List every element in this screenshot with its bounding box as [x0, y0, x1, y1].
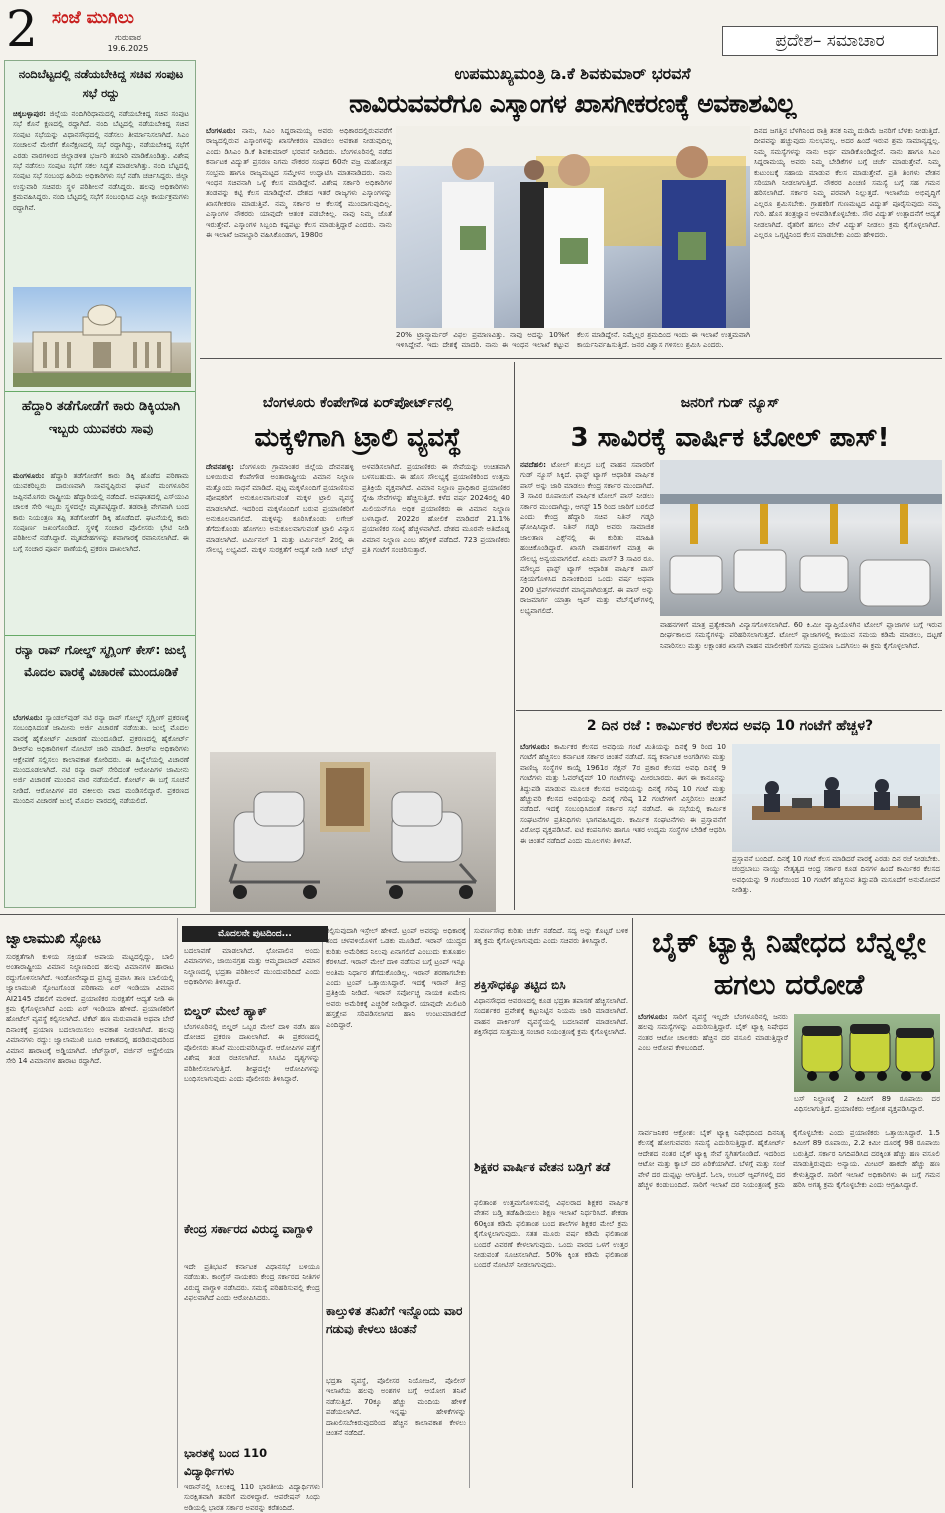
continued-col3c: ಫಲಿತಾಂಶ ಉತ್ತಮಗೊಳಿಸುವಲ್ಲಿ ವಿಫಲರಾದ ಶಿಕ್ಷಕರ ವಾರ್ಷಿಕ ವೇತನ ಬಡ್ತಿ ತಡೆಹಿಡಿಯಲು ಶಿಕ್ಷಣ ಇಲಾಖೆ ನಿರ್ಧರಿಸಿದೆ. ಶೇಕಡಾ 60ಕ್ಕಿಂತ ಕಡಿಮೆ ಫಲಿತಾಂಶ ಬಂದ ಶಾಲೆಗಳ ಶಿಕ್ಷಕರ ಮೇಲೆ ಕ್ರಮ ಕೈಗೊಳ್ಳಲಾಗುವುದು. ಸತತ ಮೂರು ವರ್ಷ ಕಡಿಮೆ ಫಲಿತಾಂಶ ಬಂದರೆ ವಿವರಣೆ ಕೇಳಲಾಗುವುದು. ಒಂದು ವಾರದ ಒಳಗೆ ಉತ್ತರ ನೀಡುವಂತೆ ಸೂಚಿಸಲಾಗಿದೆ. 50% ಕ್ಕಿಂತ ಕಡಿಮೆ ಫಲಿತಾಂಶ ಬಂದರೆ ನೋಟಿಸ್ ನೀಡಲಾಗುವುದು. [474, 1198, 628, 1270]
continued-sub1: ಬಿಲ್ಡರ್ ಮೇಲೆ ಹ್ಯಾಕ್ [184, 1004, 267, 1018]
lower-top-rule [0, 914, 945, 915]
lead-dateline: ಬೆಂಗಳೂರು: [206, 126, 236, 135]
left-sidebar [4, 60, 196, 908]
continued-label [182, 926, 328, 942]
lead-body-photo-bottom: 20% ಟ್ರಾನ್ಸ್ಫಾರ್ಮರ್ ವಿಫಲ ಪ್ರಮಾಣವಿತ್ತು. ನಾವು ಅದನ್ನು 10%ಗೆ ಇಳಿಸಿದ್ದೇವೆ. ಇದು ದೇಶಕ್ಕೆ ಮಾದರಿ. ನಾನು ಈ ಇಂಧನ ಇಲಾಖೆ ಕಟ್ಟುವ ಕೆಲಸ ಮಾಡಿದ್ದೇನೆ. ನಿಮ್ಮೆಲ್ಲರ ಶ್ರಮದಿಂದ ಇಂದು ಈ ಇಲಾಖೆ ಉತ್ತಮವಾಗಿ ಕಾರ್ಯನಿರ್ವಹಿಸುತ್ತಿದೆ. ಜನರ ವಿಶ್ವಾಸ ಗಳಿಸಲು ಶ್ರಮಿಸಿ ಎಂದರು. [396, 330, 750, 350]
masthead [0, 0, 945, 58]
work-hours-body-right: ಪ್ರಸ್ತಾವನೆ ಬಂದಿದೆ. ದಿನಕ್ಕೆ 10 ಗಂಟೆ ಕೆಲಸ ಮಾಡಿದರೆ ವಾರಕ್ಕೆ ಎರಡು ದಿನ ರಜೆ ನೀಡಬೇಕು. ಚಂದ್ರಬಾಬು ನಾಯ್ಡು ನೇತೃತ್ವದ ಆಂಧ್ರ ಸರ್ಕಾರ ಕೂಡ ದಿನಗಳ ಹಿಂದೆ ಕಾರ್ಮಿಕರ ಕೆಲಸದ ಅವಧಿಯನ್ನು 9 ಗಂಟೆಯಿಂದ 10 ಗಂಟೆಗೆ ಹೆಚ್ಚಿಸುವ ತಿದ್ದುಪಡಿ ಮಸೂದೆಗೆ ಅನುಮೋದನೆ ನೀಡಿತ್ತು. [732, 854, 940, 895]
trolley-toll-divider [514, 362, 515, 910]
story3-dateline: ಬೆಂಗಳೂರು: [13, 713, 43, 722]
trolley-text: ಬೆಂಗಳೂರು ಗ್ರಾಮಾಂತರ ಜಿಲ್ಲೆಯ ದೇವನಹಳ್ಳಿ ಬಳಿಯಿರುವ ಕೆಂಪೇಗೌಡ ಅಂತಾರಾಷ್ಟ್ರೀಯ ವಿಮಾನ ನಿಲ್ದಾಣ ಮತ್ತೊಂದು ಸಾಧನೆ ಮಾಡಿದೆ. ಪುಟ್ಟ ಮಕ್ಕಳೊಂದಿಗೆ ಪ್ರಯಾಣಿಸುವ ಪೋಷಕರಿಗೆ ಅನುಕೂಲವಾಗುವಂತೆ ಮಕ್ಕಳ ಟ್ರಾಲಿ ವ್ಯವಸ್ಥೆ ಮಾಡಲಾಗಿದೆ. ಇದರಿಂದ ಮಕ್ಕಳೊಂದಿಗೆ ಬರುವ ಪ್ರಯಾಣಿಕರಿಗೆ ಅನುಕೂಲವಾಗಲಿದೆ. ಮಕ್ಕಳನ್ನು ಕೂರಿಸಿಕೊಂಡು ಲಗೇಜ್ ತೆಗೆದುಕೊಂಡು ಹೋಗಲು ಅನುಕೂಲವಾಗುವಂತೆ ಟ್ರಾಲಿ ವಿನ್ಯಾಸ ಮಾಡಲಾಗಿದೆ. ಟರ್ಮಿನಲ್ 1 ಮತ್ತು ಟರ್ಮಿನಲ್ 2ರಲ್ಲಿ ಈ ಸೌಲಭ್ಯ ಲಭ್ಯವಿದೆ. ಮಕ್ಕಳ ಸುರಕ್ಷತೆಗೆ ಆದ್ಯತೆ ನೀಡಿ ಸೀಟ್ ಬೆಲ್ಟ್ ಅಳವಡಿಸಲಾಗಿದೆ. ಪ್ರಯಾಣಿಕರು ಈ ಸೇವೆಯನ್ನು ಉಚಿತವಾಗಿ ಬಳಸಬಹುದು. ಈ ಹೊಸ ಸೌಲಭ್ಯಕ್ಕೆ ಪ್ರಯಾಣಿಕರಿಂದ ಉತ್ತಮ ಪ್ರತಿಕ್ರಿಯೆ ವ್ಯಕ್ತವಾಗಿದೆ. ವಿಮಾನ ನಿಲ್ದಾಣ ಪ್ರಾಧಿಕಾರ ಪ್ರಯಾಣಿಕರ ಸ್ನೇಹಿ ಸೇವೆಗಳನ್ನು ಹೆಚ್ಚಿಸುತ್ತಿದೆ. ಕಳೆದ ವರ್ಷ 2024ರಲ್ಲಿ 40 ಮಿಲಿಯನ್‌ಗೂ ಅಧಿಕ ಪ್ರಯಾಣಿಕರು ಈ ವಿಮಾನ ನಿಲ್ದಾಣ ಬಳಸಿದ್ದಾರೆ. 2022ರ ಹೋಲಿಕೆ ಮಾಡಿದರೆ 21.1% ಪ್ರಯಾಣಿಕರ ಸಂಖ್ಯೆ ಹೆಚ್ಚಳವಾಗಿದೆ. ದೇಶದ ಮೂರನೇ ಅತಿದೊಡ್ಡ ವಿಮಾನ ನಿಲ್ದಾಣ ಎಂಬ ಹೆಗ್ಗಳಿಕೆ ಪಡೆದಿದೆ. 723 ಪ್ರಯಾಣಿಕರು ಪ್ರತಿ ಗಂಟೆಗೆ ಸಂಚರಿಸುತ್ತಾರೆ. [206, 462, 510, 555]
continued-sub5: ಶಕ್ತಿಸೌಧಕ್ಕೂ ತಟ್ಟಿದ ಬಿಸಿ [474, 978, 566, 992]
continued-divider-2 [469, 918, 470, 1488]
bike-divider [632, 918, 633, 1488]
story1-dateline: ಚಿಕ್ಕಬಳ್ಳಾಪುರ: [13, 109, 47, 118]
continued-sub3: ಭಾರತಕ್ಕೆ ಬಂದ 110 ವಿದ್ಯಾರ್ಥಿಗಳು [184, 1446, 268, 1478]
toll-text-top: ಟೋಲ್ ಶುಲ್ಕದ ಬಗ್ಗೆ ವಾಹನ ಸವಾರರಿಗೆ ಗುಡ್ ನ್ಯೂಸ್ ಸಿಕ್ಕಿದೆ. ಫಾಸ್ಟ್ ಟ್ಯಾಗ್ ಆಧಾರಿತ ವಾರ್ಷಿಕ ಪಾಸ್ ಅನ್ನು ಜಾರಿ ಮಾಡಲು ಕೇಂದ್ರ ಸರ್ಕಾರ ಮುಂದಾಗಿದೆ. 3 ಸಾವಿರ ರೂಪಾಯಿಗೆ ವಾರ್ಷಿಕ ಟೋಲ್ ಪಾಸ್ ನೀಡಲು ಸರ್ಕಾರ ಮುಂದಾಗಿದ್ದು, ಆಗಸ್ಟ್ 15 ರಿಂದ ಜಾರಿಗೆ ಬರಲಿದೆ ಎಂದು ಕೇಂದ್ರ ಹೆದ್ದಾರಿ ಸಚಿವ ನಿತಿನ್ ಗಡ್ಕರಿ ಘೋಷಿಸಿದ್ದಾರೆ. ನಿತಿನ್ ಗಡ್ಕರಿ ಅವರು ಸಾಮಾಜಿಕ ಜಾಲತಾಣ ಎಕ್ಸ್‌ನಲ್ಲಿ ಈ ಕುರಿತು ಮಾಹಿತಿ ಹಂಚಿಕೊಂಡಿದ್ದಾರೆ. ಖಾಸಗಿ ವಾಹನಗಳಿಗೆ ಮಾತ್ರ ಈ ಸೌಲಭ್ಯ ಅನ್ವಯವಾಗಲಿದೆ. ಏನಿದು ಪಾಸ್? 3 ಸಾವಿರ ರೂ. ಮೌಲ್ಯದ ಫಾಸ್ಟ್ ಟ್ಯಾಗ್ ಆಧಾರಿತ ವಾರ್ಷಿಕ ಪಾಸ್ ಸಕ್ರಿಯಗೊಳಿಸಿದ ದಿನಾಂಕದಿಂದ ಒಂದು ವರ್ಷ ಅಥವಾ 200 ಟ್ರಿಪ್‌ಗಳವರೆಗೆ ಮಾನ್ಯವಾಗಿರುತ್ತದೆ. ಈ ಪಾಸ್ ಅನ್ನು ರಾಜಮಾರ್ಗ ಯಾತ್ರಾ ಆ್ಯಪ್ ಮತ್ತು ವೆಬ್‌ಸೈಟ್‌ಗಳಲ್ಲಿ ಲಭ್ಯವಾಗಲಿದೆ. [520, 460, 655, 615]
leaders-photo-icon [396, 126, 750, 328]
continued-label-text: ಮೊದಲನೇ ಪುಟದಿಂದ... [218, 929, 292, 939]
bike-headline: ಬೈಕ್ ಟ್ಯಾಕ್ಸಿ ನಿಷೇಧದ ಬೆನ್ನಲ್ಲೇ ಹಗಲು ದರೋಡೆ [652, 926, 926, 1001]
trolley-body [206, 462, 510, 746]
volcano-divider [177, 918, 178, 1488]
volcano-body: ಸುರಕ್ಷತೆಗಾಗಿ ಕುಳಿಯ ಸಕ್ರಿಯತೆ ಅಪಾಯ ಮಟ್ಟದಲ್ಲಿದ್ದು, ಬಾಲಿ ಅಂತಾರಾಷ್ಟ್ರೀಯ ವಿಮಾನ ನಿಲ್ದಾಣದಿಂದ ಹಲವು ವಿಮಾನಗಳ ಹಾರಾಟ ರದ್ದುಗೊಳಿಸಲಾಗಿದೆ. ಇಂಡೋನೇಷ್ಯಾದ ಪ್ರಸಿದ್ಧ ಪ್ರವಾಸಿ ತಾಣ ಬಾಲಿಯಲ್ಲಿ ಜ್ವಾಲಾಮುಖಿ ಸ್ಫೋಟಗೊಂಡ ಪರಿಣಾಮ ಏರ್ ಇಂಡಿಯಾ ವಿಮಾನ AI2145 ದೆಹಲಿಗೆ ಮರಳಿದೆ. ಪ್ರಯಾಣಿಕರ ಸುರಕ್ಷತೆಗೆ ಆದ್ಯತೆ ನೀಡಿ ಈ ಕ್ರಮ ಕೈಗೊಳ್ಳಲಾಗಿದೆ ಎಂದು ಏರ್ ಇಂಡಿಯಾ ಹೇಳಿದೆ. ಪ್ರಯಾಣಿಕರಿಗೆ ಹೋಟೆಲ್ ವ್ಯವಸ್ಥೆ ಕಲ್ಪಿಸಲಾಗಿದೆ. ಟಿಕೆಟ್ ಹಣ ಮರುಪಾವತಿ ಅಥವಾ ಬೇರೆ ದಿನಾಂಕಕ್ಕೆ ಪ್ರಯಾಣ ಬದಲಾಯಿಸಲು ಅವಕಾಶ ನೀಡಲಾಗಿದೆ. ಹಲವು ವಿಮಾನಗಳು ರದ್ದು: ಜ್ವಾಲಾಮುಖಿ ಬೂದಿ ಆಕಾಶದಲ್ಲಿ ಹರಡಿರುವುದರಿಂದ ವಿಮಾನ ಹಾರಾಟಕ್ಕೆ ಅಡ್ಡಿಯಾಗಿದೆ. ಜೆಟ್‌ಸ್ಟಾರ್, ವರ್ಜಿನ್ ಆಸ್ಟ್ರೇಲಿಯಾ ಸೇರಿ 14 ವಿಮಾನಗಳ ಹಾರಾಟ ರದ್ದಾಗಿದೆ. [6, 952, 174, 1066]
trolley-dateline: ದೇವನಹಳ್ಳಿ: [206, 462, 234, 471]
toll-kicker: ಜನರಿಗೆ ಗುಡ್ ನ್ಯೂಸ್ [680, 395, 780, 411]
lead-text-left: ನಾನು, ಸಿಎಂ ಸಿದ್ದರಾಮಯ್ಯ ಅವರು ಅಧಿಕಾರದಲ್ಲಿರುವವರೆಗೆ ರಾಜ್ಯದಲ್ಲಿರುವ ಎಸ್ಕಾಂಗಳನ್ನು ಖಾಸಗೀಕರಣ ಮಾಡಲು ಅವಕಾಶ ನೀಡುವುದಿಲ್ಲ ಎಂದು ಡಿಸಿಎಂ ಡಿ.ಕೆ ಶಿವಕುಮಾರ್ ಭರವಸೆ ನೀಡಿದರು. ಬೆಂಗಳೂರಿನಲ್ಲಿ ನಡೆದ ಕರ್ನಾಟಕ ವಿದ್ಯುತ್ ಪ್ರಸರಣ ನಿಗಮ ನೌಕರರ ಸಂಘದ 60ನೇ ವಜ್ರ ಮಹೋತ್ಸವ ಸಂಭ್ರಮ ಹಾಗೂ ರಾಜ್ಯಮಟ್ಟದ ಸಮ್ಮೇಳನ ಉದ್ಘಾಟಿಸಿ ಮಾತನಾಡಿದರು. ನಾನು ಇಂಧನ ಸಚಿವನಾಗಿ ಒಳ್ಳೆ ಕೆಲಸ ಮಾಡಿದ್ದೇನೆ. ವಿಶೇಷ ಸರ್ಕಾರಿ ಅಧಿಕಾರಿಗಳ ತಂಡವನ್ನು ಕಟ್ಟಿ ಕೆಲಸ ಮಾಡಿದ್ದೇವೆ. ದೇಶದ ಇತರೆ ರಾಜ್ಯಗಳು ಎಸ್ಕಾಂಗಳನ್ನು ಖಾಸಗೀಕರಣ ಮಾಡುತ್ತಿವೆ. ನಮ್ಮ ಸರ್ಕಾರ ಆ ಕೆಲಸಕ್ಕೆ ಮುಂದಾಗುವುದಿಲ್ಲ. ಎಸ್ಕಾಂಗಳ ನೌಕರರು ಯಾವುದೇ ಆತಂಕ ಪಡಬೇಕಿಲ್ಲ. ನಾವು ನಿಮ್ಮ ಜೊತೆ ಇರುತ್ತೇವೆ. ಎಸ್ಕಾಂಗಳ ಸಿಬ್ಬಂದಿ ಕಷ್ಟಪಟ್ಟು ಕೆಲಸ ಮಾಡುತ್ತಿದ್ದಾರೆ ಎಂದರು. ನಾನು ಈ ಇಲಾಖೆ ಜವಾಬ್ದಾರಿ ವಹಿಸಿಕೊಂಡಾಗ, 1980ರ [206, 126, 392, 240]
story2-title: ಹೆದ್ದಾರಿ ತಡೆಗೋಡೆಗೆ ಕಾರು ಡಿಕ್ಕಿಯಾಗಿ ಇಬ್ಬರು ಯುವಕರು ಸಾವು [21, 399, 181, 437]
page-number: 2 [6, 0, 38, 58]
sidebar-divider-1 [5, 391, 195, 392]
lead-photo [396, 126, 750, 328]
continued-divider-1 [322, 942, 323, 1488]
continued-sub6: ಶಿಕ್ಷಕರ ವಾರ್ಷಿಕ ವೇತನ ಬಡ್ತಿಗೆ ತಡೆ [474, 1160, 611, 1174]
lead-kicker: ಉಪಮುಖ್ಯಮಂತ್ರಿ ಡಿ.ಕೆ ಶಿವಕುಮಾರ್ ಭರವಸೆ [454, 64, 691, 83]
bike-dateline: ಬೆಂಗಳೂರು: [638, 1012, 668, 1021]
stroller-icon [210, 752, 496, 912]
story3-text: ಸ್ಯಾಂಡಲ್‌ವುಡ್ ನಟಿ ರನ್ಯಾ ರಾವ್ ಗೋಲ್ಡ್ ಸ್ಮಗ್ಲಿಂಗ್ ಪ್ರಕರಣಕ್ಕೆ ಸಂಬಂಧಿಸಿದಂತೆ ಜಾಮೀನು ಅರ್ಜಿ ವಿಚಾರಣೆ ನಡೆಯಿತು. ಜುಲೈ ಮೊದಲ ವಾರಕ್ಕೆ ಹೈಕೋರ್ಟ್ ವಿಚಾರಣೆ ಮುಂದೂಡಿದೆ. ಪ್ರಕರಣದಲ್ಲಿ ಹೈಕೋರ್ಟ್ ಡಿಆರ್‌ಐ ಅಧಿಕಾರಿಗಳಿಗೆ ನೋಟಿಸ್ ಜಾರಿ ಮಾಡಿದೆ. ಡಿಆರ್‌ಐ ಅಧಿಕಾರಿಗಳು ಆಕ್ಷೇಪಣೆ ಸಲ್ಲಿಸಲು ಕಾಲಾವಕಾಶ ಕೋರಿದರು. ಈ ಹಿನ್ನೆಲೆಯಲ್ಲಿ ವಿಚಾರಣೆ ಮುಂದೂಡಲಾಗಿದೆ. ನಟಿ ರನ್ಯಾ ರಾವ್ ಸೇರಿದಂತೆ ಆರೋಪಿಗಳ ಜಾಮೀನು ಅರ್ಜಿ ವಿಚಾರಣೆ ಮುಂದಿನ ವಾರ ನಡೆಯಲಿದೆ. ಕೋರ್ಟ್ ಈ ಬಗ್ಗೆ ಸೂಚನೆ ನೀಡಿದೆ. ಆರೋಪಿಗಳ ಪರ ವಕೀಲರು ವಾದ ಮಂಡಿಸಲಿದ್ದಾರೆ. ಪ್ರಕರಣದ ಮುಂದಿನ ವಿಚಾರಣೆ ಜುಲೈ ಮೊದಲ ವಾರದಲ್ಲಿ ನಡೆಯಲಿದೆ. [13, 713, 189, 806]
work-hours-body [520, 742, 726, 912]
bike-body-top [638, 1012, 788, 1098]
building-icon [13, 287, 191, 387]
toll-plaza-icon [660, 460, 942, 616]
story1-text: ಜಿಲ್ಲೆಯ ನಂದಿಗಿರಿಧಾಮದಲ್ಲಿ ನಡೆಯಬೇಕಿದ್ದ ಸಚಿವ ಸಂಪುಟ ಸಭೆ ಕೊನೆ ಕ್ಷಣದಲ್ಲಿ ರದ್ದಾಗಿದೆ. ನಂದಿ ಬೆಟ್ಟದಲ್ಲಿ ನಡೆಯಬೇಕಿದ್ದ ಸಚಿವ ಸಂಪುಟ ಸಭೆಯನ್ನು ವಿಧಾನಸೌಧದಲ್ಲಿ ನಡೆಸಲು ತೀರ್ಮಾನಿಸಲಾಗಿದೆ. ಸಿಎಂ ಸಂಚಾಲನೆ ಮೇರೆಗೆ ಕೊನೆಕ್ಷಣದಲ್ಲಿ ಸಭೆ ರದ್ದಾಗಿದ್ದು, ನಡೆಯಬೇಕಿದ್ದ ಸಭೆಗೆ ಎರಡು ವಾರಗಳಿಂದ ಜಿಲ್ಲಾಡಳಿತ ಭರ್ಜರಿ ತಯಾರಿ ಮಾಡಿಕೊಂಡಿತ್ತು. ವಿಶೇಷ ಸಭೆ ನಡೆಸಲು ಸಂಪುಟ ಸಭೆಗೆ ಸಕಲ ಸಿದ್ಧತೆ ಮಾಡಲಾಗಿತ್ತು. ನಂದಿ ಬೆಟ್ಟದಲ್ಲಿ ಸಂಪುಟ ಸಭೆ ಸಂಬಂಧ ಹಿರಿಯ ಅಧಿಕಾರಿಗಳು ಸಭೆ ನಡೆಸಿ ಚರ್ಚಿಸಿದ್ದರು. ಜಿಲ್ಲಾ ಉಸ್ತುವಾರಿ ಸಚಿವರು ಸ್ಥಳ ಪರಿಶೀಲನೆ ನಡೆಸಿದ್ದರು. ಹಲವು ಅಧಿಕಾರಿಗಳು ಕ್ರಮವಹಿಸಿದ್ದರು. ನಂದಿ ಬೆಟ್ಟದಲ್ಲಿ ಸಭೆಗೆ ಸಂಬಂಧಿಸಿದ ಎಲ್ಲಾ ಕಾರ್ಯಕ್ರಮಗಳು ರದ್ದಾಗಿವೆ. [13, 109, 189, 212]
continued-col3: ಸುವರ್ಣಸೌಧ ಕುರಿತು ಚರ್ಚೆ ನಡೆದಿದೆ. ಸದ್ಯ ಅನ್ನು ಕೊಟ್ಟರೆ ಬಳಿಕ ತಕ್ಕ ಕ್ರಮ ಕೈಗೊಳ್ಳಲಾಗುವುದು ಎಂದು ಸಚಿವರು ತಿಳಿಸಿದ್ದಾರೆ. [474, 926, 628, 946]
trolley-headline: ಮಕ್ಕಳಿಗಾಗಿ ಟ್ರಾಲಿ ವ್ಯವಸ್ಥೆ [254, 423, 462, 453]
story3-body [13, 713, 189, 905]
story3-title: ರನ್ಯಾ ರಾವ್ ಗೋಲ್ಡ್ ಸ್ಮಗ್ಲಿಂಗ್ ಕೇಸ್: ಜುಲೈ ಮೊದಲ ವಾರಕ್ಕೆ ವಿಚಾರಣೆ ಮುಂದೂಡಿಕೆ [15, 643, 187, 679]
lead-bottom-rule [200, 358, 942, 359]
trolley-kicker: ಬೆಂಗಳೂರು ಕೆಂಪೇಗೌಡ ಏರ್‌ಪೋರ್ಟ್‌ನಲ್ಲಿ [262, 395, 454, 411]
continued-col1: ಬದಲಾವಣೆ ಮಾಡಲಾಗಿದೆ. ಛೋಪಾಲಿನ ಅಂದು ವಿಮಾನಗಳು, ಜಾಯಿನಗ್ರಹ ಮತ್ತು ಆಮ್ಮದಾಬಾದ್ ವಿಮಾನ ನಿಲ್ದಾಣದಲ್ಲಿ ಭದ್ರತಾ ಪರಿಶೀಲನೆ ಮುಂದುವರಿದಿದೆ ಎಂದು ಅಧಿಕಾರಿಗಳು ತಿಳಿಸಿದ್ದಾರೆ. [184, 946, 320, 987]
continued-col2: ಕಲ್ಪಿಸುವುದಾಗಿ ಇಸ್ರೇಲ್ ಹೇಳಿದೆ. ಟ್ರಂಪ್ ಅವರನ್ನು ಅಧಿಕಾರಕ್ಕೆ ತಂದ ಚಳವಳಿಯೊಳಗೆ ಒಡಕು ಮೂಡಿದೆ. ಇರಾನ್ ಯುದ್ಧದ ಕುರಿತು ಅಮೆರಿಕದ ನಿಲುವು ಏನಾಗಲಿದೆ ಎಂಬುದು ಕುತೂಹಲ ಕೆರಳಿಸಿದೆ. ಇರಾನ್ ಮೇಲೆ ದಾಳಿ ನಡೆಸುವ ಬಗ್ಗೆ ಟ್ರಂಪ್ ಇನ್ನೂ ಅಂತಿಮ ನಿರ್ಧಾರ ತೆಗೆದುಕೊಂಡಿಲ್ಲ. ಇರಾನ್ ಶರಣಾಗಬೇಕು ಎಂದು ಟ್ರಂಪ್ ಒತ್ತಾಯಿಸಿದ್ದಾರೆ. ಇದಕ್ಕೆ ಇರಾನ್ ತೀವ್ರ ಪ್ರತಿಕ್ರಿಯೆ ನೀಡಿದೆ. ಇರಾನ್ ಸರ್ವೋಚ್ಚ ನಾಯಕ ಖಮೇನಿ ಅವರು ಅಮೆರಿಕಕ್ಕೆ ಎಚ್ಚರಿಕೆ ನೀಡಿದ್ದಾರೆ. ಯಾವುದೇ ಮಿಲಿಟರಿ ಹಸ್ತಕ್ಷೇಪ ಸರಿಪಡಿಸಲಾಗದ ಹಾನಿ ಉಂಟುಮಾಡಲಿದೆ ಎಂದಿದ್ದಾರೆ. [326, 926, 466, 1029]
bike-text-top: ಸಾರಿಗೆ ವ್ಯವಸ್ಥೆ ಇಲ್ಲದೇ ಬೆಂಗಳೂರಿನಲ್ಲಿ ಜನರು ಹಲವು ಸಮಸ್ಯೆಗಳನ್ನು ಎದುರಿಸುತ್ತಿದ್ದಾರೆ. ಬೈಕ್ ಟ್ಯಾಕ್ಸಿ ನಿಷೇಧದ ನಂತರ ಆಟೋ ಚಾಲಕರು ಹೆಚ್ಚಿನ ದರ ವಸೂಲಿ ಮಾಡುತ್ತಿದ್ದಾರೆ ಎಂಬ ಆರೋಪ ಕೇಳಿಬಂದಿದೆ. [638, 1012, 788, 1053]
continued-col1d: ಇರಾನ್‌ನಲ್ಲಿ ಸಿಲುಕಿದ್ದ 110 ಭಾರತೀಯ ವಿದ್ಯಾರ್ಥಿಗಳು ಸುರಕ್ಷಿತವಾಗಿ ತವರಿಗೆ ಮರಳಿದ್ದಾರೆ. ಆಪರೇಷನ್ ಸಿಂಧು ಅಡಿಯಲ್ಲಿ ಭಾರತ ಸರ್ಕಾರ ಅವರನ್ನು ಕರೆತಂದಿದೆ. [184, 1482, 320, 1512]
lead-body-left [206, 126, 392, 354]
work-hours-dateline: ಬೆಂಗಳೂರು: [520, 742, 550, 751]
volcano-title: ಜ್ವಾಲಾಮುಖಿ ಸ್ಫೋಟ [6, 931, 102, 947]
toll-bottom-rule [516, 710, 942, 711]
day-label: ಗುರುವಾರ [115, 33, 141, 42]
continued-col1c: ಇದೇ ಪ್ರತಿಭಟನೆ ಕರ್ನಾಟಕ ವಿಧಾನಸಭೆ ಬಳಿಯೂ ನಡೆಯಿತು. ಕಾಂಗ್ರೆಸ್ ನಾಯಕರು ಕೇಂದ್ರ ಸರ್ಕಾರದ ನೀತಿಗಳ ವಿರುದ್ಧ ವಾಗ್ದಾಳಿ ನಡೆಸಿದರು. ಸಮಸ್ಯೆ ಪರಿಹರಿಸುವಲ್ಲಿ ಕೇಂದ್ರ ವಿಫಲವಾಗಿದೆ ಎಂದು ಆರೋಪಿಸಿದರು. [184, 1262, 320, 1303]
continued-sub2: ಕೇಂದ್ರ ಸರ್ಕಾರದ ವಿರುದ್ಧ ವಾಗ್ದಾಳಿ [184, 1222, 313, 1236]
lead-headline: ನಾವಿರುವವರೆಗೂ ಎಸ್ಕಾಂಗಳ ಖಾಸಗೀಕರಣಕ್ಕೆ ಅವಕಾಶವಿಲ್ಲ [349, 89, 796, 118]
bike-body-photo: ಬಸ್ ನಿಲ್ದಾಣಕ್ಕೆ 2 ಕಿಮೀಗೆ 89 ರೂಪಾಯಿ ದರ ವಿಧಿಸಲಾಗುತ್ತಿದೆ. ಪ್ರಯಾಣಿಕರು ಆಕ್ರೋಶ ವ್ಯಕ್ತಪಡಿಸಿದ್ದಾರೆ. [794, 1094, 940, 1114]
story1-title: ನಂದಿಬೆಟ್ಟದಲ್ಲಿ ನಡೆಯಬೇಕಿದ್ದ ಸಚಿವ ಸಂಪುಟ ಸಭೆ ರದ್ದು [18, 67, 184, 100]
paper-logo: ಸಂಜೆ ಮುಗಿಲು [52, 8, 134, 28]
work-hours-text: ಕಾರ್ಮಿಕರ ಕೆಲಸದ ಅವಧಿಯ ಗಂಟೆ ಮಿತಿಯನ್ನು ದಿನಕ್ಕೆ 9 ರಿಂದ 10 ಗಂಟೆಗೆ ಹೆಚ್ಚಿಸಲು ಕರ್ನಾಟಕ ಸರ್ಕಾರ ಚಿಂತನೆ ನಡೆಸಿದೆ. ಸದ್ಯ ಕರ್ನಾಟಕ ಅಂಗಡಿಗಳು ಮತ್ತು ವಾಣಿಜ್ಯ ಸಂಸ್ಥೆಗಳ ಕಾಯ್ದೆ 1961ರ ಸೆಕ್ಷನ್ 7ರ ಪ್ರಕಾರ ಕೆಲಸದ ಅವಧಿ ದಿನಕ್ಕೆ 9 ಗಂಟೆಗಳು ಮತ್ತು ಓವರ್‌ಟೈಮ್ 10 ಗಂಟೆಗಳನ್ನು ಮೀರಬಾರದು. ಈಗ ಈ ಕಾನೂನನ್ನು ತಿದ್ದುಪಡಿ ಮಾಡುವ ಮೂಲಕ ಕೆಲಸದ ಅವಧಿಯನ್ನು ದಿನಕ್ಕೆ ಗರಿಷ್ಠ 10 ಗಂಟೆ ಮತ್ತು ಹೆಚ್ಚುವರಿ ಕೆಲಸದ ಅವಧಿಯನ್ನು ದಿನಕ್ಕೆ ಗರಿಷ್ಠ 12 ಗಂಟೆಗಳಿಗೆ ವಿಸ್ತರಿಸಲು ಚಿಂತನೆ ನಡೆದಿದೆ. ಇದಕ್ಕೆ ಸಂಬಂಧಿಸಿದಂತೆ ಸರ್ಕಾರ ಸಭೆ ನಡೆಸಿದೆ. ಈ ಸಭೆಯಲ್ಲಿ ಕಾರ್ಮಿಕ ಸಂಘಟನೆಗಳ ಪ್ರತಿನಿಧಿಗಳು ಭಾಗವಹಿಸಿದ್ದರು. ಕಾರ್ಮಿಕ ಸಂಘಟನೆಗಳು ಈ ಪ್ರಸ್ತಾವನೆಗೆ ವಿರೋಧ ವ್ಯಕ್ತಪಡಿಸಿವೆ. ಐಟಿ ಕಂಪನಿಗಳು ಹಾಗೂ ಇತರ ಉದ್ಯಮ ಸಂಸ್ಥೆಗಳ ಬೇಡಿಕೆ ಆಧರಿಸಿ ಈ ಚಿಂತನೆ ನಡೆದಿದೆ ಎಂದು ಮೂಲಗಳು ತಿಳಿಸಿವೆ. [520, 742, 726, 845]
toll-dateline: ನವದೆಹಲಿ: [520, 460, 546, 469]
story2-text: ಹೆದ್ದಾರಿ ತಡೆಗೋಡೆಗೆ ಕಾರು ಡಿಕ್ಕಿ ಹೊಡೆದ ಪರಿಣಾಮ ಯುವಕರಿಬ್ಬರು ದಾರುಣವಾಗಿ ಸಾವನ್ನಪ್ಪಿರುವ ಘಟನೆ ಮಂಗಳೂರಿನ ಜಪ್ಪಿನಮೊಗರು ರಾಷ್ಟ್ರೀಯ ಹೆದ್ದಾರಿಯಲ್ಲಿ ನಡೆದಿದೆ. ಅಪಘಾತದಲ್ಲಿ ಎಸ್‌ಯುವಿ ಚಾಲಕ ಸೇರಿ ಇಬ್ಬರು ಸ್ಥಳದಲ್ಲೇ ಮೃತಪಟ್ಟಿದ್ದಾರೆ. ತಡರಾತ್ರಿ ವೇಗವಾಗಿ ಬಂದ ಕಾರು ನಿಯಂತ್ರಣ ತಪ್ಪಿ ತಡೆಗೋಡೆಗೆ ಡಿಕ್ಕಿ ಹೊಡೆದಿದೆ. ಘಟನೆಯಲ್ಲಿ ಕಾರು ಸಂಪೂರ್ಣ ಜಖಂಗೊಂಡಿದೆ. ಸ್ಥಳಕ್ಕೆ ಸಂಚಾರ ಪೊಲೀಸರು ಭೇಟಿ ನೀಡಿ ಪರಿಶೀಲನೆ ನಡೆಸಿದ್ದಾರೆ. ಮೃತದೇಹಗಳನ್ನು ಶವಾಗಾರಕ್ಕೆ ರವಾನಿಸಲಾಗಿದೆ. ಈ ಬಗ್ಗೆ ಸಂಚಾರ ಪೂರ್ವ ಠಾಣೆಯಲ್ಲಿ ಪ್ರಕರಣ ದಾಖಲಾಗಿದೆ. [13, 471, 190, 553]
lead-body-right: ದಿನದ ಜಗತ್ತಿನ ಬೆಳಗಿನಿಂದ ರಾತ್ರಿ ತನಕ ನಿಮ್ಮ ದುಡಿಮೆ ಜನರಿಗೆ ಬೆಳಕು ನೀಡುತ್ತಿದೆ. ದೀಪವನ್ನು ಹಚ್ಚುವುದು ಸುಲಭವಲ್ಲ. ಅದರ ಹಿಂದೆ ಇರುವ ಶ್ರಮ ಸಾಮಾನ್ಯದ್ದಲ್ಲ. ನಿಮ್ಮ ಸಮಸ್ಯೆಗಳನ್ನು ನಾನು ಅರ್ಥ ಮಾಡಿಕೊಂಡಿದ್ದೇನೆ. ನಾನು ಹಾಗೂ ಸಿಎಂ ಸಿದ್ದರಾಮಯ್ಯ ಅವರು ನಿಮ್ಮ ಬೇಡಿಕೆಗಳ ಬಗ್ಗೆ ಚರ್ಚೆ ಮಾಡುತ್ತೇವೆ. ನಿಮ್ಮ ಕುಟುಂಬಕ್ಕೆ ಸಹಾಯ ಮಾಡುವ ಕೆಲಸ ಮಾಡುತ್ತೇವೆ. ಪ್ರತಿ ತಿಂಗಳು ವೇತನ ಸರಿಯಾಗಿ ನೀಡಲಾಗುತ್ತಿದೆ. ನೌಕರರ ಪಿಂಚಣಿ ಸಮಸ್ಯೆ ಬಗ್ಗೆ ಸಹ ಗಮನ ಹರಿಸಲಾಗಿದೆ. ಸರ್ಕಾರ ನಿಮ್ಮ ಪರವಾಗಿ ನಿಲ್ಲುತ್ತದೆ. ಇಲಾಖೆಯ ಅಭಿವೃದ್ಧಿಗೆ ಎಲ್ಲರೂ ಶ್ರಮಿಸಬೇಕು. ಗ್ರಾಹಕರಿಗೆ ಗುಣಮಟ್ಟದ ವಿದ್ಯುತ್ ಪೂರೈಸುವುದು ನಮ್ಮ ಗುರಿ. ಹೊಸ ತಂತ್ರಜ್ಞಾನ ಅಳವಡಿಸಿಕೊಳ್ಳಬೇಕು. ಸೌರ ವಿದ್ಯುತ್ ಉತ್ಪಾದನೆಗೆ ಆದ್ಯತೆ ನೀಡಲಾಗಿದೆ. ರೈತರಿಗೆ ಹಗಲು ವೇಳೆ ವಿದ್ಯುತ್ ನೀಡಲು ಕ್ರಮ ಕೈಗೊಳ್ಳಲಾಗಿದೆ. ಎಲ್ಲರೂ ಒಗ್ಗಟ್ಟಿನಿಂದ ಕೆಲಸ ಮಾಡಬೇಕು ಎಂದು ಹೇಳಿದರು. [754, 126, 940, 240]
bike-body-bottom: ಸಾರ್ವಜನಿಕರ ಆಕ್ರೋಶ: ಬೈಕ್ ಟ್ಯಾಕ್ಸಿ ನಿಷೇಧದಿಂದ ದಿನನಿತ್ಯ ಕೆಲಸಕ್ಕೆ ಹೋಗುವವರು ಸಮಸ್ಯೆ ಎದುರಿಸುತ್ತಿದ್ದಾರೆ. ಹೈಕೋರ್ಟ್ ಆದೇಶದ ನಂತರ ಬೈಕ್ ಟ್ಯಾಕ್ಸಿ ಸೇವೆ ಸ್ಥಗಿತಗೊಂಡಿದೆ. ಇದರಿಂದ ಆಟೋ ಮತ್ತು ಕ್ಯಾಬ್ ದರ ಏರಿಕೆಯಾಗಿದೆ. ಬೆಳಗ್ಗೆ ಮತ್ತು ಸಂಜೆ ವೇಳೆ ದರ ದುಪ್ಪಟ್ಟು ಆಗುತ್ತಿದೆ. ಓಲಾ, ಉಬರ್ ಆ್ಯಪ್‌ಗಳಲ್ಲಿ ದರ ಹೆಚ್ಚಳ ಕಂಡುಬಂದಿದೆ. ಸಾರಿಗೆ ಇಲಾಖೆ ದರ ನಿಯಂತ್ರಣಕ್ಕೆ ಕ್ರಮ ಕೈಗೊಳ್ಳಬೇಕು ಎಂದು ಪ್ರಯಾಣಿಕರು ಒತ್ತಾಯಿಸಿದ್ದಾರೆ. 1.5 ಕಿಮೀಗೆ 89 ರೂಪಾಯಿ, 2.2 ಕಿಮೀ ದೂರಕ್ಕೆ 98 ರೂಪಾಯಿ ಬರುತ್ತಿದೆ. ಸರ್ಕಾರ ನಿಗದಿಪಡಿಸಿದ ದರಕ್ಕಿಂತ ಹೆಚ್ಚು ಹಣ ವಸೂಲಿ ಮಾಡುತ್ತಿರುವುದು ಅನ್ಯಾಯ. ಮೀಟರ್ ಹಾಕದೇ ಹೆಚ್ಚು ಹಣ ಕೇಳುತ್ತಿದ್ದಾರೆ. ಸಾರಿಗೆ ಇಲಾಖೆ ಅಧಿಕಾರಿಗಳು ಈ ಬಗ್ಗೆ ಗಮನ ಹರಿಸಿ ಅಗತ್ಯ ಕ್ರಮ ಕೈಗೊಳ್ಳಬೇಕು ಎಂದು ಆಗ್ರಹಿಸಿದ್ದಾರೆ. [638, 1128, 940, 1190]
sidebar-divider-2 [5, 635, 195, 636]
vidhana-soudha-photo [13, 287, 191, 387]
continued-sub4: ಕಾಲ್ತುಳಿತ ತನಿಖೆಗೆ ಇನ್ನೊಂದು ವಾರ ಗಡುವು ಕೇಳಲು ಚಿಂತನೆ [326, 1304, 463, 1336]
work-hours-headline: 2 ದಿನ ರಜೆ : ಕಾರ್ಮಿಕರ ಕೆಲಸದ ಅವಧಿ 10 ಗಂಟೆಗೆ ಹೆಚ್ಚಳ? [586, 718, 874, 734]
toll-body-top [520, 460, 654, 706]
office-meeting-icon [732, 744, 940, 852]
toll-headline: 3 ಸಾವಿರಕ್ಕೆ ವಾರ್ಷಿಕ ಟೋಲ್ ಪಾಸ್! [570, 423, 890, 453]
continued-col3b: ವಿಧಾನಸೌಧದ ಆವರಣದಲ್ಲಿ ಕೂಡ ಭದ್ರತಾ ತಪಾಸಣೆ ಹೆಚ್ಚಿಸಲಾಗಿದೆ. ಸಂದರ್ಶಕರ ಪ್ರವೇಶಕ್ಕೆ ಕಟ್ಟುನಿಟ್ಟಿನ ನಿಯಮ ಜಾರಿ ಮಾಡಲಾಗಿದೆ. ವಾಹನ ಪಾರ್ಕಿಂಗ್ ವ್ಯವಸ್ಥೆಯಲ್ಲಿ ಬದಲಾವಣೆ ಮಾಡಲಾಗಿದೆ. ಶಕ್ತಿಸೌಧದ ಸುತ್ತಮುತ್ತ ಸಂಚಾರ ನಿಯಂತ್ರಣಕ್ಕೆ ಕ್ರಮ ಕೈಗೊಳ್ಳಲಾಗಿದೆ. [474, 996, 628, 1037]
story2-dateline: ಮಂಗಳೂರು: [13, 471, 45, 480]
continued-col1b: ಬೆಂಗಳೂರಿನಲ್ಲಿ ಬಿಲ್ಡರ್ ಒಬ್ಬರ ಮೇಲೆ ದಾಳಿ ನಡೆಸಿ ಹಣ ದೋಚಿದ ಪ್ರಕರಣ ದಾಖಲಾಗಿದೆ. ಈ ಪ್ರಕರಣದಲ್ಲಿ ಪೊಲೀಸರು ತನಿಖೆ ಮುಂದುವರಿಸಿದ್ದಾರೆ. ಆರೋಪಿಗಳ ಪತ್ತೆಗೆ ವಿಶೇಷ ತಂಡ ರಚಿಸಲಾಗಿದೆ. ಸಿಸಿಟಿವಿ ದೃಶ್ಯಗಳನ್ನು ಪರಿಶೀಲಿಸಲಾಗುತ್ತಿದೆ. ಶೀಘ್ರದಲ್ಲೇ ಆರೋಪಿಗಳನ್ನು ಬಂಧಿಸಲಾಗುವುದು ಎಂದು ಪೊಲೀಸರು ತಿಳಿಸಿದ್ದಾರೆ. [184, 1022, 320, 1084]
date-label: 19.6.2025 [107, 44, 149, 53]
auto-rickshaw-icon [794, 1014, 940, 1092]
toll-body-bottom: ವಾಹನಗಳಿಗೆ ಮಾತ್ರ ಪ್ರತ್ಯೇಕವಾಗಿ ವಿನ್ಯಾಸಗೊಳಿಸಲಾಗಿದೆ. 60 ಕಿ.ಮೀ ವ್ಯಾಪ್ತಿಯೊಳಗಿನ ಟೋಲ್ ಪ್ಲಾಜಾಗಳ ಬಗ್ಗೆ ಇರುವ ದೀರ್ಘಕಾಲದ ಸಮಸ್ಯೆಗಳನ್ನು ಪರಿಹರಿಸಲಾಗುತ್ತದೆ. ಟೋಲ್ ಪ್ಲಾಜಾಗಳಲ್ಲಿ ಕಾಯುವ ಸಮಯ ಕಡಿಮೆ ಮಾಡಲು, ದಟ್ಟಣೆ ನಿವಾರಿಸಲು ಮತ್ತು ಲಕ್ಷಾಂತರ ಖಾಸಗಿ ವಾಹನ ಮಾಲೀಕರಿಗೆ ಸುಗಮ ಪ್ರಯಾಣ ಒದಗಿಸಲು ಈ ಕ್ರಮ ಕೈಗೊಳ್ಳಲಾಗಿದೆ. [660, 620, 942, 650]
bike-photo [794, 1014, 940, 1092]
trolley-photo [210, 752, 496, 912]
toll-photo [660, 460, 942, 616]
section-title [722, 26, 938, 56]
section-title-text: ಪ್ರದೇಶ– ಸಮಾಚಾರ [775, 31, 885, 51]
office-photo [732, 744, 940, 852]
continued-col2b: ಭದ್ರತಾ ವ್ಯವಸ್ಥೆ, ಪೊಲೀಸರ ನಿಯೋಜನೆ, ಪೊಲೀಸ್ ಇಲಾಖೆಯ ಹಲವು ಅಂಶಗಳ ಬಗ್ಗೆ ಆಯೋಗ ತನಿಖೆ ನಡೆಸುತ್ತಿದೆ. 70ಕ್ಕೂ ಹೆಚ್ಚು ಮಂದಿಯ ಹೇಳಿಕೆ ಪಡೆಯಲಾಗಿದೆ. ಇನ್ನಷ್ಟು ಹೇಳಿಕೆಗಳನ್ನು ದಾಖಲಿಸಬೇಕಿರುವುದರಿಂದ ಹೆಚ್ಚಿನ ಕಾಲಾವಕಾಶ ಕೇಳಲು ಚಿಂತನೆ ನಡೆದಿದೆ. [326, 1376, 466, 1438]
